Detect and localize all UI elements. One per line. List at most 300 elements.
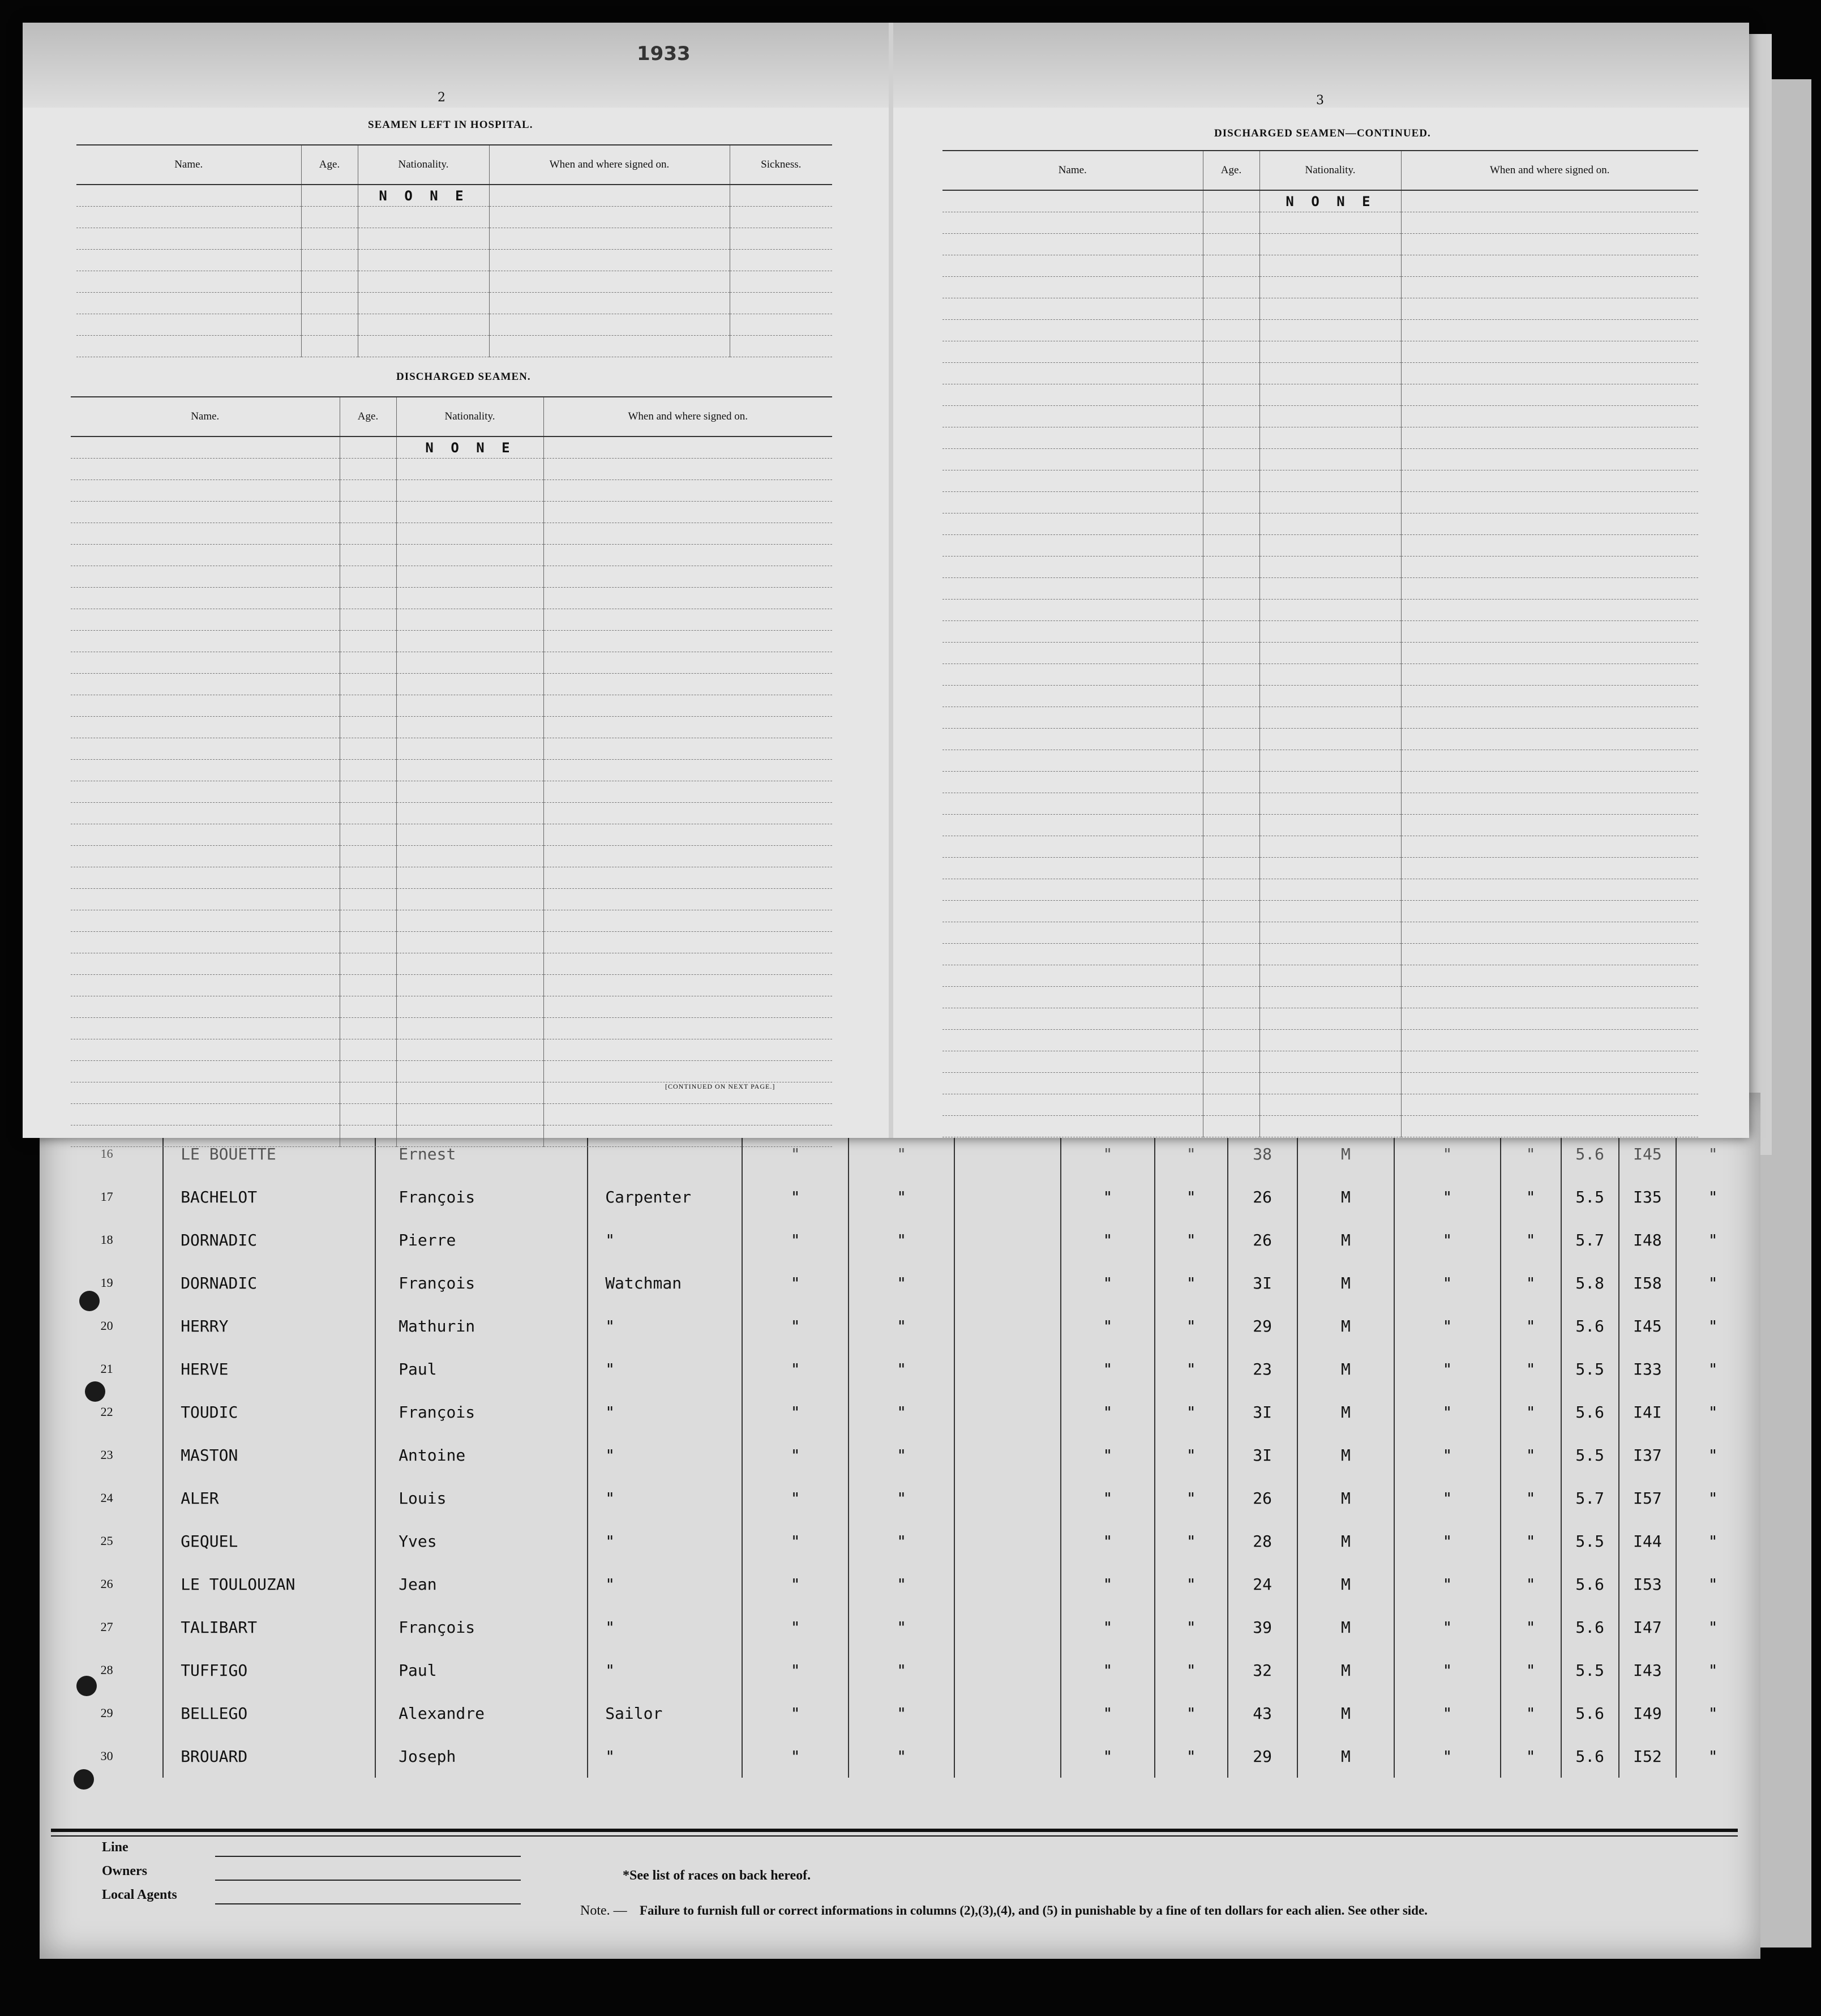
crew-age: 28 [1228,1520,1297,1563]
form-cell [1259,1094,1401,1116]
form-cell [543,846,832,867]
form-cell [1203,729,1259,750]
form-cell [71,996,340,1018]
line-field [215,1856,521,1857]
ditto-cell: " [1155,1175,1228,1218]
form-cell [76,293,301,314]
form-cell [396,652,543,674]
ditto-cell: " [1155,1390,1228,1433]
form-cell [1401,664,1698,686]
form-cell [1401,212,1698,234]
form-cell [358,336,489,357]
crew-weight: I58 [1619,1261,1677,1304]
form-cell [1401,707,1698,729]
ditto-cell [954,1304,1061,1347]
form-cell [942,535,1203,557]
ditto-cell: " [1155,1692,1228,1735]
ditto-cell: " [1708,1316,1718,1336]
crew-occupation: " [588,1520,742,1563]
form-cell [1203,341,1259,363]
form-cell [1203,664,1259,686]
form-cell [71,566,340,588]
form-cell [942,1008,1203,1030]
col-signed-on: When and where signed on. [489,145,730,185]
form-cell [71,695,340,717]
form-cell [942,901,1203,922]
crew-surname: DORNADIC [163,1218,375,1261]
form-cell [71,1104,340,1125]
crew-row [51,1563,1749,1606]
crew-given-name: Ernest [375,1132,588,1175]
ditto-cell: " [849,1735,955,1778]
form-cell [340,459,396,480]
form-cell [1259,449,1401,470]
form-cell [1259,707,1401,729]
form-cell [340,1039,396,1061]
form-cell [1259,1073,1401,1094]
form-cell [71,867,340,889]
ditto-cell: " [1501,1520,1561,1563]
form-cell [942,1073,1203,1094]
form-row [71,953,832,975]
form-cell [71,738,340,760]
crew-sex: M [1297,1390,1394,1433]
form-cell [396,631,543,652]
form-cell [1203,190,1259,212]
form-cell [396,975,543,996]
ditto-cell: " [742,1304,849,1347]
crew-row-number: 18 [51,1218,163,1261]
form-cell [1259,987,1401,1008]
crew-row [51,1606,1749,1649]
discharged-table [71,396,832,1147]
form-row [71,480,832,502]
form-cell [340,1082,396,1104]
form-cell [76,271,301,293]
form-cell [396,566,543,588]
sheet-header-strip [23,23,1749,108]
form-cell [1401,879,1698,901]
form-cell [1401,513,1698,535]
crew-row [51,1433,1749,1476]
form-row [76,185,832,207]
form-row [942,987,1698,1008]
ditto-cell [954,1563,1061,1606]
form-cell [1401,772,1698,793]
crew-given-name: François [375,1390,588,1433]
ditto-cell: " [849,1476,955,1520]
form-cell [1401,686,1698,707]
form-cell [396,781,543,803]
form-cell [543,975,832,996]
form-cell [1401,406,1698,427]
form-row [942,686,1698,707]
form-cell [71,609,340,631]
ditto-cell: " [1501,1390,1561,1433]
crew-sex: M [1297,1175,1394,1218]
crew-sex: M [1297,1520,1394,1563]
ditto-cell: " [1061,1390,1155,1433]
form-cell [396,846,543,867]
crew-age: 29 [1228,1304,1297,1347]
crew-given-name: Louis [375,1476,588,1520]
form-cell [340,1125,396,1147]
ditto-cell: " [1708,1402,1718,1422]
crew-height: 5.6 [1561,1563,1619,1606]
form-cell [340,1018,396,1039]
form-row [942,298,1698,320]
crew-occupation: Watchman [588,1261,742,1304]
form-cell [71,975,340,996]
form-cell [543,459,832,480]
form-cell [1259,836,1401,858]
crew-height: 5.6 [1561,1390,1619,1433]
form-row [942,1094,1698,1116]
form-cell [1203,1116,1259,1137]
ditto-cell: " [742,1692,849,1735]
crew-given-name: François [375,1606,588,1649]
ditto-cell [954,1132,1061,1175]
form-cell [340,545,396,566]
form-cell [71,436,340,459]
form-cell [543,609,832,631]
form-cell [1203,621,1259,643]
ditto-cell [954,1606,1061,1649]
form-row [942,277,1698,298]
ditto-cell: " [849,1175,955,1218]
form-cell [396,932,543,953]
crew-weight: I52 [1619,1735,1677,1778]
ditto-cell: " [849,1132,955,1175]
form-row [942,707,1698,729]
form-row [76,207,832,228]
crew-weight: I4I [1619,1390,1677,1433]
form-row [71,975,832,996]
form-cell [489,314,730,336]
ditto-cell: " [1394,1433,1501,1476]
ditto-cell: " [742,1347,849,1390]
ditto-cell: " [742,1476,849,1520]
form-cell [1203,578,1259,600]
crew-occupation: Carpenter [588,1175,742,1218]
form-row [942,255,1698,277]
form-row [942,384,1698,406]
form-cell [942,384,1203,406]
form-cell [1401,944,1698,965]
form-cell [489,271,730,293]
ditto-cell: " [1394,1563,1501,1606]
form-cell [396,545,543,566]
form-cell [1259,384,1401,406]
note-label: Note. — [580,1903,627,1918]
ditto-cell: " [742,1563,849,1606]
crew-weight: I37 [1619,1433,1677,1476]
ditto-cell: " [1501,1606,1561,1649]
form-cell [543,717,832,738]
form-cell [942,643,1203,664]
form-cell [396,1125,543,1147]
form-cell [1203,1094,1259,1116]
form-cell [1259,578,1401,600]
crew-height: 5.5 [1561,1649,1619,1692]
form-cell [1259,255,1401,277]
crew-age: 24 [1228,1563,1297,1606]
form-row [942,492,1698,513]
form-cell [489,207,730,228]
form-cell [1401,578,1698,600]
ditto-cell: " [1155,1735,1228,1778]
form-cell [1203,901,1259,922]
form-cell [340,674,396,695]
local-agents-field [215,1903,521,1904]
form-cell [942,750,1203,772]
form-cell [340,846,396,867]
ditto-cell: " [849,1261,955,1304]
form-row [942,1030,1698,1051]
crew-occupation: " [588,1433,742,1476]
form-row [71,588,832,609]
form-cell [1259,664,1401,686]
form-cell [1401,298,1698,320]
crew-occupation: " [588,1606,742,1649]
form-row [71,436,832,459]
crew-row [51,1304,1749,1347]
owners-field [215,1880,521,1881]
form-cell [1203,320,1259,341]
ditto-cell: " [1708,1617,1718,1637]
form-cell [340,803,396,824]
form-cell [1401,535,1698,557]
form-cell [71,824,340,846]
form-row [71,1104,832,1125]
form-cell [1203,858,1259,879]
form-cell [71,910,340,932]
form-row [942,406,1698,427]
crew-height: 5.6 [1561,1304,1619,1347]
form-cell [543,480,832,502]
form-cell [71,1039,340,1061]
form-cell [71,932,340,953]
form-row [71,459,832,480]
form-cell [1203,879,1259,901]
ditto-cell: " [1155,1649,1228,1692]
form-row [942,879,1698,901]
form-row [942,901,1698,922]
form-row [71,760,832,781]
form-cell [1401,363,1698,384]
form-cell [1259,1116,1401,1137]
form-cell [942,858,1203,879]
form-row [942,815,1698,836]
crew-weight: I57 [1619,1476,1677,1520]
ditto-cell: " [1501,1347,1561,1390]
ditto-cell: " [1394,1347,1501,1390]
bottom-rule [51,1835,1738,1837]
form-cell [543,695,832,717]
form-cell [1259,406,1401,427]
crew-sex: M [1297,1132,1394,1175]
form-cell [71,502,340,523]
form-cell [71,781,340,803]
form-cell [543,932,832,953]
form-cell [1401,750,1698,772]
form-row [942,578,1698,600]
form-cell [76,250,301,271]
form-row [942,1008,1698,1030]
form-row [942,600,1698,621]
crew-sex: M [1297,1692,1394,1735]
crew-given-name: François [375,1261,588,1304]
crew-height: 5.5 [1561,1175,1619,1218]
crew-height: 5.5 [1561,1347,1619,1390]
ditto-cell: " [1708,1574,1718,1594]
form-row [71,932,832,953]
form-row [942,363,1698,384]
form-row [76,336,832,357]
discharged-cont-table [942,150,1698,1137]
ditto-cell: " [1061,1649,1155,1692]
form-cell [1203,406,1259,427]
form-cell [396,523,543,545]
crew-height: 5.8 [1561,1261,1619,1304]
form-cell [942,729,1203,750]
form-cell [942,298,1203,320]
ditto-cell: " [1501,1175,1561,1218]
form-cell [1203,772,1259,793]
form-cell [543,652,832,674]
form-cell [71,459,340,480]
crew-age: 26 [1228,1218,1297,1261]
form-cell [301,314,358,336]
form-cell [1259,772,1401,793]
crew-given-name: Jean [375,1563,588,1606]
form-cell [942,664,1203,686]
sheet-fold [889,23,893,1138]
form-cell [340,436,396,459]
form-row [71,502,832,523]
form-cell [71,889,340,910]
form-cell [1259,427,1401,449]
form-cell [1401,1094,1698,1116]
ditto-cell [954,1735,1061,1778]
form-cell [942,470,1203,492]
form-cell [730,250,832,271]
col-nationality: Nationality. [396,397,543,436]
owners-label: Owners [102,1864,147,1878]
form-cell [543,631,832,652]
form-cell [543,1104,832,1125]
form-row [942,965,1698,987]
crew-surname: BELLEGO [163,1692,375,1735]
form-cell [396,588,543,609]
form-row [942,836,1698,858]
form-cell [942,406,1203,427]
ditto-cell: " [742,1433,849,1476]
form-cell [396,910,543,932]
form-cell [942,621,1203,643]
form-cell [340,609,396,631]
form-cell [1401,1030,1698,1051]
form-cell [1401,621,1698,643]
form-cell [543,674,832,695]
form-cell [340,889,396,910]
form-cell [730,207,832,228]
form-cell [1401,320,1698,341]
crew-sex: M [1297,1563,1394,1606]
ditto-cell: " [1394,1476,1501,1520]
ditto-cell: " [742,1218,849,1261]
ditto-cell: " [1501,1218,1561,1261]
form-cell [1401,836,1698,858]
form-cell [396,1018,543,1039]
crew-occupation: " [588,1649,742,1692]
crew-height: 5.6 [1561,1132,1619,1175]
ditto-cell [954,1520,1061,1563]
form-cell [942,965,1203,987]
form-cell [942,449,1203,470]
hospital-table [76,144,832,357]
crew-surname: LE BOUETTE [163,1132,375,1175]
form-cell [543,738,832,760]
form-cell [396,502,543,523]
form-cell [942,836,1203,858]
crew-weight: I33 [1619,1347,1677,1390]
form-cell [340,996,396,1018]
form-cell [396,480,543,502]
ditto-cell: " [1394,1735,1501,1778]
form-cell [1259,1030,1401,1051]
form-cell [1203,255,1259,277]
form-cell [1259,513,1401,535]
form-cell [1259,750,1401,772]
form-cell [942,234,1203,255]
form-row [942,190,1698,212]
date-stamp: 1933 [637,42,691,65]
form-row [71,652,832,674]
form-cell [1259,557,1401,578]
ditto-cell: " [1394,1261,1501,1304]
form-cell [358,250,489,271]
form-cell [1401,255,1698,277]
continued-note: [CONTINUED ON NEXT PAGE.] [665,1082,775,1090]
crew-height: 5.6 [1561,1606,1619,1649]
form-cell [396,867,543,889]
form-cell [1203,686,1259,707]
form-cell [1259,1008,1401,1030]
crew-weight: I53 [1619,1563,1677,1606]
form-cell [543,953,832,975]
form-row [942,449,1698,470]
form-cell [1203,707,1259,729]
form-cell [730,228,832,250]
form-cell [543,436,832,459]
ditto-cell: " [742,1390,849,1433]
ditto-cell: " [1708,1531,1718,1551]
crew-height: 5.5 [1561,1433,1619,1476]
ditto-cell: " [1061,1692,1155,1735]
form-row [942,643,1698,664]
form-cell [942,793,1203,815]
form-row [942,1051,1698,1073]
crew-occupation: " [588,1735,742,1778]
col-age: Age. [340,397,396,436]
form-cell [942,922,1203,944]
crew-row [51,1649,1749,1692]
form-cell [1203,922,1259,944]
form-row [71,889,832,910]
crew-sex: M [1297,1735,1394,1778]
form-cell [1401,234,1698,255]
